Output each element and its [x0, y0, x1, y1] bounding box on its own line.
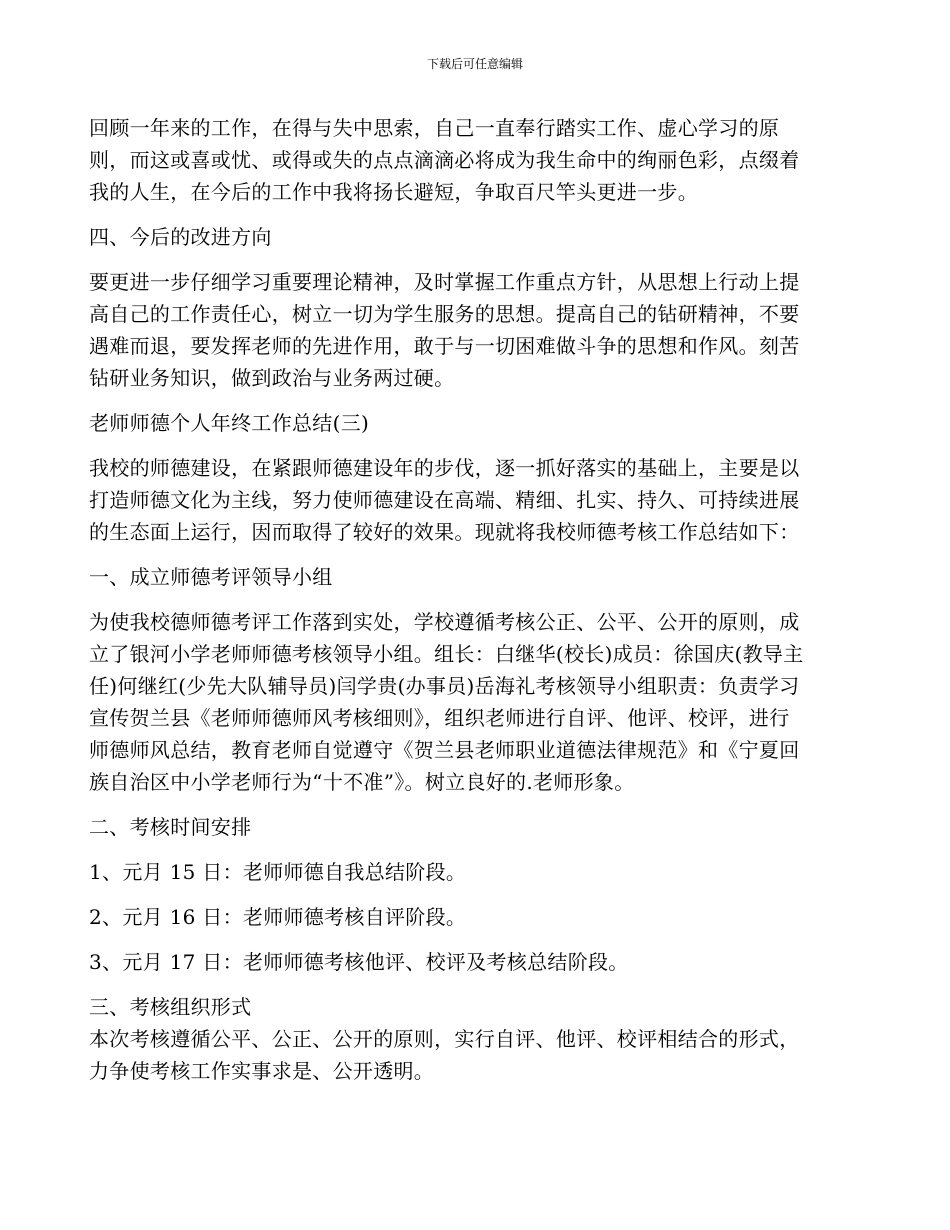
text-line: 高自己的工作责任心，树立一切为学生服务的思想。提高自己的钻研精神，不要 — [89, 302, 800, 326]
text-line: 师德师风总结，教育老师自觉遵守《贺兰县老师职业道德法律规范》和《宁夏回 — [89, 738, 800, 762]
schedule-item — [89, 901, 869, 933]
text-line: 立了银河小学老师师德考核领导小组。组长：白继华(校长)成员：徐国庆(教导主 — [89, 642, 804, 666]
text-line: 要更进一步仔细学习重要理论精神，及时掌握工作重点方针，从思想上行动上提 — [89, 270, 800, 294]
document-subtitle — [89, 407, 869, 439]
text-line: 我的人生，在今后的工作中我将扬长避短，争取百尺竿头更进一步。 — [89, 180, 698, 204]
document-body — [89, 112, 869, 1100]
paragraph-review — [89, 112, 869, 208]
text-line: 力争使考核工作实事求是、公开透明。 — [89, 1059, 435, 1083]
text-line: 二、考核时间安排 — [89, 815, 252, 839]
schedule-item — [89, 946, 869, 978]
section-heading-format — [89, 991, 869, 1023]
text-line: 钻研业务知识，做到政治与业务两过硬。 — [89, 366, 455, 390]
section-heading-improvement — [89, 221, 869, 253]
text-line: 我校的师德建设，在紧跟师德建设年的步伐，逐一抓好落实的基础上，主要是以 — [89, 456, 800, 480]
paragraph-intro — [89, 452, 869, 548]
text-line: 为使我校德师德考评工作落到实处，学校遵循考核公正、公平、公开的原则，成 — [89, 610, 800, 634]
text-line: 打造师德文化为主线，努力使师德建设在高端、精细、扎实、持久、可持续进展 — [89, 488, 800, 512]
section-heading-leadership — [89, 561, 869, 593]
text-line: 族自治区中小学老师行为“十不准”》。树立良好的.老师形象。 — [89, 770, 635, 794]
text-line: 3、元月 17 日：老师师德考核他评、校评及考核总结阶段。 — [89, 950, 629, 974]
text-line: 三、考核组织形式 — [89, 995, 252, 1019]
text-line: 的生态面上运行，因而取得了较好的效果。现就将我校师德考核工作总结如下： — [89, 520, 800, 544]
text-line: 老师师德个人年终工作总结(三) — [89, 411, 370, 435]
paragraph-format — [89, 1023, 869, 1087]
schedule-item — [89, 856, 869, 888]
text-line: 宣传贺兰县《老师师德师风考核细则》，组织老师进行自评、他评、校评，进行 — [89, 706, 790, 730]
text-line: 任)何继红(少先大队辅导员)闫学贵(办事员)岳海礼考核领导小组职责：负责学习 — [89, 674, 800, 698]
text-line: 回顾一年来的工作，在得与失中思索，自己一直奉行踏实工作、虚心学习的原 — [89, 116, 780, 140]
text-line: 四、今后的改进方向 — [89, 225, 272, 249]
paragraph-improvement — [89, 266, 869, 394]
text-line: 2、元月 16 日：老师师德考核自评阶段。 — [89, 905, 467, 929]
section-heading-schedule — [89, 811, 869, 843]
text-line: 一、成立师德考评领导小组 — [89, 565, 333, 589]
text-line: 本次考核遵循公平、公正、公开的原则，实行自评、他评、校评相结合的形式， — [89, 1027, 800, 1051]
text-line: 1、元月 15 日：老师师德自我总结阶段。 — [89, 860, 467, 884]
paragraph-leadership — [89, 606, 869, 798]
page-header: 下载后可任意编辑 — [426, 57, 523, 71]
text-line: 则，而这或喜或忧、或得或失的点点滴滴必将成为我生命中的绚丽色彩，点缀着 — [89, 148, 800, 172]
text-line: 遇难而退，要发挥老师的先进作用，敢于与一切困难做斗争的思想和作风。刻苦 — [89, 334, 800, 358]
